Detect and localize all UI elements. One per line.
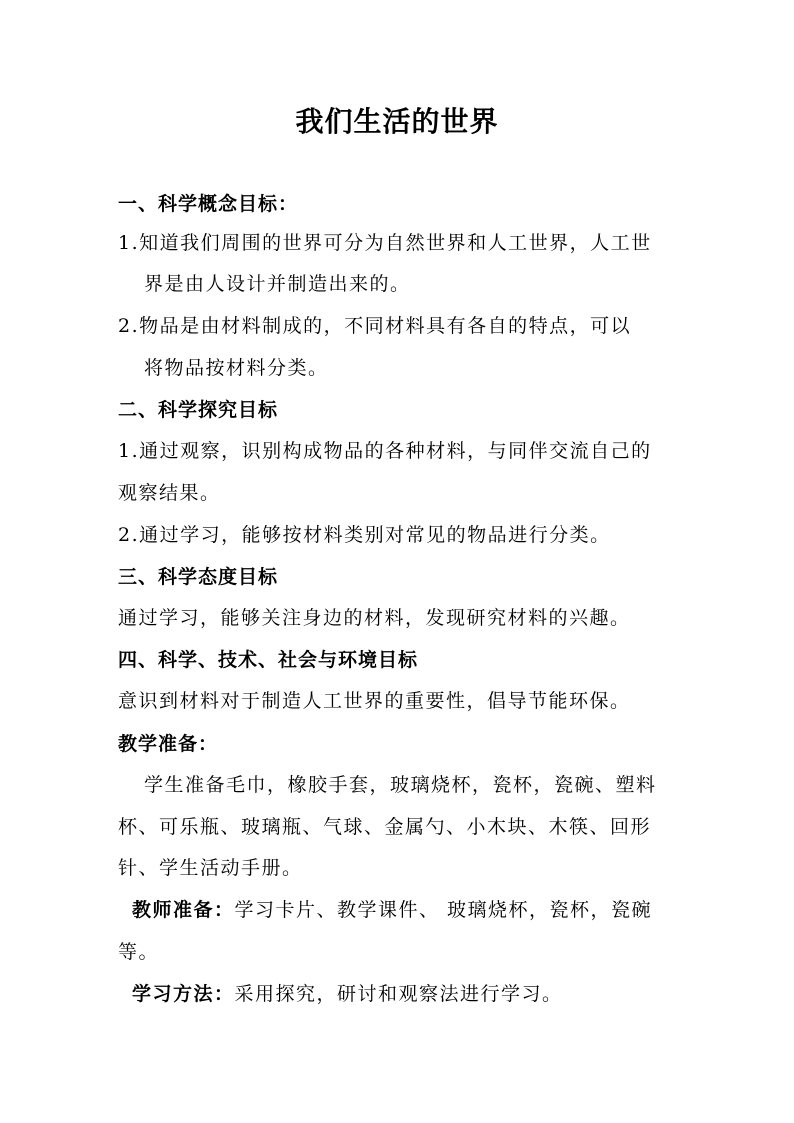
- method-row: [132, 982, 692, 1006]
- student-prep-line1: 学生准备毛巾，橡胶手套，玻璃烧杯，瓷杯，瓷碗、塑料: [144, 774, 657, 796]
- student-prep-line2: 杯、可乐瓶、玻璃瓶、气球、金属勺、小木块、木筷、回形: [118, 816, 652, 838]
- method-text: 采用探究，研讨和观察法进行学习。: [234, 983, 563, 1005]
- concept-item2-line1: 2.物品是由材料制成的，不同材料具有各自的特点，可以: [118, 315, 632, 337]
- sts-heading: 四、科学、技术、社会与环境目标: [118, 649, 419, 671]
- teacher-prep-row: [132, 898, 692, 922]
- sts-text: 意识到材料对于制造人工世界的重要性，倡导节能环保。: [118, 690, 631, 712]
- method-label: 学习方法：: [132, 983, 235, 1005]
- concept-heading: 一、科学概念目标：: [118, 193, 299, 215]
- inquiry-item1-line1: 1.通过观察，识别构成物品的各种材料，与同伴交流自己的: [118, 440, 652, 462]
- teacher-prep-line2: 等。: [118, 941, 160, 963]
- attitude-heading: 三、科学态度目标: [118, 566, 279, 588]
- teacher-prep-label: 教师准备：: [132, 899, 235, 921]
- concept-item1-line2: 界是由人设计并制造出来的。: [144, 273, 411, 295]
- concept-item1-line1: 1.知道我们周围的世界可分为自然世界和人工世界，人工世: [118, 232, 652, 254]
- concept-item2-line2: 将物品按材料分类。: [144, 357, 329, 379]
- student-prep-line3: 针、学生活动手册。: [118, 857, 303, 879]
- preparation-heading: 教学准备：: [118, 733, 219, 755]
- inquiry-item1-line2: 观察结果。: [118, 482, 221, 504]
- document-title: 我们生活的世界: [295, 105, 499, 138]
- attitude-text: 通过学习，能够关注身边的材料，发现研究材料的兴趣。: [118, 607, 631, 629]
- inquiry-item2: 2.通过学习，能够按材料类别对常见的物品进行分类。: [118, 524, 611, 546]
- teacher-prep-text: 学习卡片、教学课件、 玻璃烧杯，瓷杯，瓷碗: [234, 899, 653, 921]
- inquiry-heading: 二、科学探究目标: [118, 399, 279, 421]
